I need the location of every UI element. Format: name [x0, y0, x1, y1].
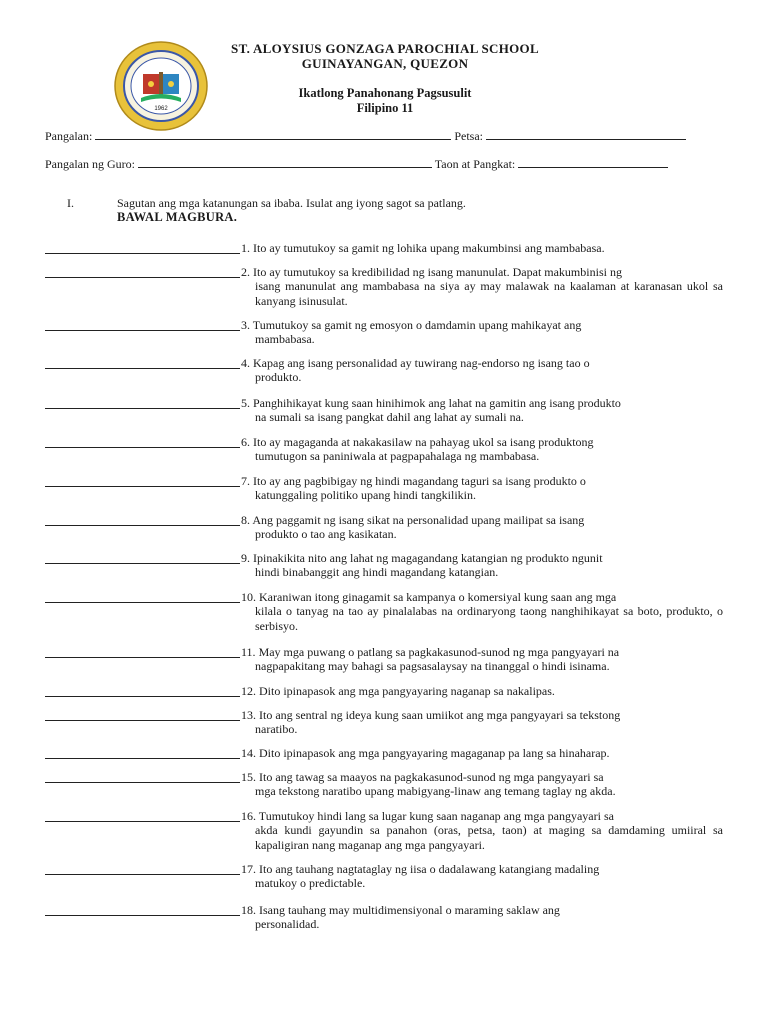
- pangkat-label: Taon at Pangkat:: [434, 157, 516, 171]
- answer-blank[interactable]: [45, 447, 240, 448]
- exam-title: Ikatlong Panahonang Pagsusulit: [298, 86, 472, 100]
- pangalan-label: Pangalan:: [45, 129, 93, 143]
- question-number: 8.: [241, 513, 253, 527]
- question-text: [241, 474, 723, 503]
- guro-label: Pangalan ng Guro:: [45, 157, 135, 171]
- name-date-row: [45, 128, 686, 144]
- petsa-field[interactable]: [486, 128, 686, 140]
- question-first-line: Tumutukoy hindi lang sa lugar kung saan naganap ang mga pangyayari sa: [258, 809, 614, 823]
- question-item: [45, 356, 723, 385]
- question-first-line: Dito ipinapasok ang mga pangyayaring naganap sa nakalipas.: [259, 684, 555, 698]
- question-first-line: Ito ay magaganda at nakakasilaw na pahayag ukol sa isang produktong: [253, 435, 594, 449]
- question-item: [45, 318, 723, 347]
- question-number: 1.: [241, 241, 253, 255]
- instructions-text: Sagutan ang mga katanungan sa ibaba. Isulat ang iyong sagot sa patlang.: [117, 196, 466, 210]
- answer-blank[interactable]: [45, 696, 240, 697]
- question-continuation: produkto o tao ang kasikatan.: [255, 527, 397, 542]
- question-first-line: Panghihikayat kung saan hinihimok ang lahat na gamitin ang isang produkto: [253, 396, 621, 410]
- question-first-line: May mga puwang o patlang sa pagkakasunod-sunod ng mga pangyayari na: [258, 645, 620, 659]
- question-item: [45, 435, 723, 464]
- question-text: [241, 770, 723, 799]
- question-item: [45, 746, 723, 760]
- instructions-emphasis: BAWAL MAGBURA.: [117, 210, 238, 224]
- question-continuation: nagpapakitang may bahagi sa pagsasalaysay na tinanggal o hindi isinama.: [255, 659, 610, 674]
- answer-blank[interactable]: [45, 874, 240, 875]
- answer-blank[interactable]: [45, 277, 240, 278]
- question-number: 10.: [241, 590, 259, 604]
- exam-subject: Filipino 11: [356, 101, 414, 115]
- answer-blank[interactable]: [45, 657, 240, 658]
- question-text: [241, 551, 723, 580]
- question-continuation: isang manunulat ang mambabasa na siya ay may malawak na kaalaman at karanasan ukol sa kanyang isinusulat.: [255, 279, 723, 308]
- school-address: GUINAYANGAN, QUEZON: [301, 56, 469, 71]
- answer-blank[interactable]: [45, 821, 240, 822]
- question-first-line: Ito ay tumutukoy sa kredibilidad ng isang manunulat. Dapat makumbinisi ng: [253, 265, 622, 279]
- question-first-line: Ito ang tauhang nagtataglay ng iisa o dadalawang katangiang madaling: [259, 862, 600, 876]
- question-text: [241, 645, 723, 674]
- question-first-line: Ipinakikita nito ang lahat ng magagandang katangian ng produkto ngunit: [253, 551, 603, 565]
- question-item: [45, 241, 723, 255]
- question-item: [45, 590, 723, 633]
- question-first-line: Ito ay ang pagbibigay ng hindi magandang taguri sa isang produkto o: [253, 474, 586, 488]
- guro-field[interactable]: [138, 156, 432, 168]
- question-first-line: Tumutukoy sa gamit ng emosyon o damdamin upang mahikayat ang: [252, 318, 582, 332]
- question-text: [241, 903, 723, 932]
- question-text: [241, 396, 723, 425]
- question-continuation: mga tekstong naratibo upang mabigyang-linaw ang temang taglay ng akda.: [255, 784, 616, 799]
- answer-blank[interactable]: [45, 330, 240, 331]
- question-first-line: Ito ang tawag sa maayos na pagkakasunod-sunod ng mga pangyayari sa: [259, 770, 604, 784]
- answer-blank[interactable]: [45, 758, 240, 759]
- question-item: [45, 684, 723, 698]
- question-text: [241, 513, 723, 542]
- question-text: [241, 435, 723, 464]
- question-number: 13.: [241, 708, 259, 722]
- school-name: ST. ALOYSIUS GONZAGA PAROCHIAL SCHOOL: [231, 41, 539, 56]
- answer-blank[interactable]: [45, 525, 240, 526]
- question-continuation: mambabasa.: [255, 332, 315, 347]
- question-text: [241, 746, 723, 760]
- question-item: [45, 903, 723, 932]
- answer-blank[interactable]: [45, 253, 240, 254]
- question-number: 14.: [241, 746, 259, 760]
- question-number: 17.: [241, 862, 259, 876]
- answer-blank[interactable]: [45, 602, 240, 603]
- question-item: [45, 770, 723, 799]
- question-first-line: Ito ay tumutukoy sa gamit ng lohika upang makumbinsi ang mambabasa.: [253, 241, 605, 255]
- question-text: [241, 356, 723, 385]
- question-continuation: tumutugon sa paniniwala at pagpapahalaga ng mambabasa.: [255, 449, 540, 464]
- question-item: [45, 551, 723, 580]
- answer-blank[interactable]: [45, 720, 240, 721]
- question-text: [241, 708, 723, 737]
- answer-blank[interactable]: [45, 408, 240, 409]
- question-number: 4.: [241, 356, 253, 370]
- question-continuation: naratibo.: [255, 722, 298, 737]
- question-item: [45, 809, 723, 852]
- question-first-line: Ito ang sentral ng ideya kung saan umiikot ang mga pangyayari sa tekstong: [259, 708, 621, 722]
- question-continuation: matukoy o predictable.: [255, 876, 366, 891]
- question-number: 9.: [241, 551, 253, 565]
- question-first-line: Ang paggamit ng isang sikat na personalidad upang mailipat sa isang: [252, 513, 585, 527]
- question-item: [45, 265, 723, 308]
- question-item: [45, 708, 723, 737]
- question-item: [45, 513, 723, 542]
- school-seal-logo-icon: [113, 38, 209, 134]
- question-continuation: na sumali sa isang pangkat dahil ang lahat ay sumali na.: [255, 410, 524, 425]
- answer-blank[interactable]: [45, 368, 240, 369]
- question-text: [241, 862, 723, 891]
- question-number: 7.: [241, 474, 253, 488]
- question-continuation: produkto.: [255, 370, 302, 385]
- question-number: 2.: [241, 265, 253, 279]
- question-text: [241, 318, 723, 347]
- petsa-label: Petsa:: [454, 129, 483, 143]
- question-text: [241, 265, 723, 308]
- section-number: I.: [67, 196, 74, 210]
- question-number: 18.: [241, 903, 259, 917]
- question-first-line: Isang tauhang may multidimensiyonal o maraming saklaw ang: [259, 903, 560, 917]
- question-continuation: akda kundi gayundin sa panahon (oras, petsa, taon) at maging sa damdaming umiiral sa kapaligiran nang maganap ang mga pangyayari.: [255, 823, 723, 852]
- answer-blank[interactable]: [45, 782, 240, 783]
- question-first-line: Dito ipinapasok ang mga pangyayaring magaganap pa lang sa hinaharap.: [259, 746, 610, 760]
- svg-text:1962: 1962: [154, 106, 168, 112]
- question-text: [241, 241, 723, 255]
- question-continuation: personalidad.: [255, 917, 320, 932]
- teacher-section-row: [45, 156, 668, 172]
- answer-blank[interactable]: [45, 563, 240, 564]
- answer-blank[interactable]: [45, 486, 240, 487]
- pangalan-field[interactable]: [95, 128, 451, 140]
- question-continuation: katunggaling politiko upang hindi tangkilikin.: [255, 488, 476, 503]
- question-number: 12.: [241, 684, 259, 698]
- question-text: [241, 590, 723, 633]
- question-first-line: Karaniwan itong ginagamit sa kampanya o komersiyal kung saan ang mga: [259, 590, 617, 604]
- question-number: 5.: [241, 396, 253, 410]
- pangkat-field[interactable]: [518, 156, 668, 168]
- question-number: 11.: [241, 645, 259, 659]
- question-number: 6.: [241, 435, 253, 449]
- question-item: [45, 474, 723, 503]
- question-continuation: hindi binabanggit ang hindi magandang katangian.: [255, 565, 499, 580]
- question-continuation: kilala o tanyag na tao ay pinalalabas na ordinaryong taong nanghihikayat sa boto, produkto, o serbisyo.: [255, 604, 723, 633]
- question-item: [45, 862, 723, 891]
- question-item: [45, 396, 723, 425]
- question-item: [45, 645, 723, 674]
- answer-blank[interactable]: [45, 915, 240, 916]
- question-number: 15.: [241, 770, 259, 784]
- question-first-line: Kapag ang isang personalidad ay tuwirang nag-endorso ng isang tao o: [253, 356, 590, 370]
- question-number: 3.: [241, 318, 253, 332]
- question-text: [241, 684, 723, 698]
- question-text: [241, 809, 723, 852]
- question-number: 16.: [241, 809, 259, 823]
